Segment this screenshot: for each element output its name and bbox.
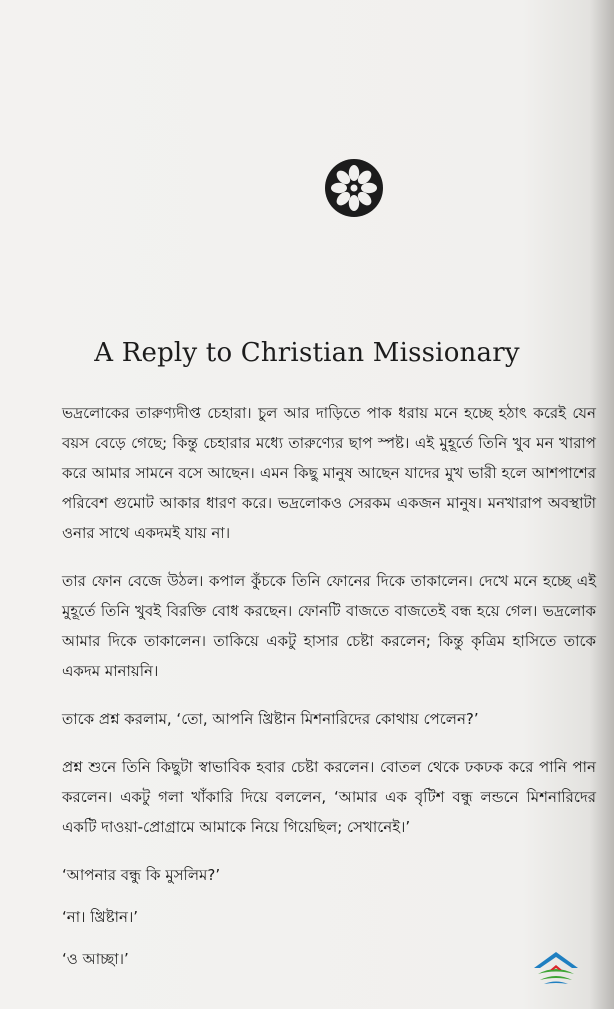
- dialogue-line: ‘আপনার বন্ধু কি মুসলিম?’: [62, 866, 221, 884]
- publisher-logo-icon: [530, 946, 582, 988]
- flower-ornament-icon: [324, 158, 384, 218]
- dialogue-line: ‘ও আচ্ছা।’: [62, 950, 129, 968]
- paragraph: তাকে প্রশ্ন করলাম, ‘তো, আপনি খ্রিষ্টান মিশনারিদের কোথায় পেলেন?’: [62, 710, 479, 728]
- chapter-body: [62, 398, 596, 986]
- chapter-title: A Reply to Christian Missionary: [94, 338, 520, 368]
- paragraph: ভদ্রলোকের তারুণ্যদীপ্ত চেহারা। চুল আর দাড়িতে পাক ধরায় মনে হচ্ছে হঠাৎ করেই যেন বয়স বেড়ে গেছে; কিন্তু চেহারার মধ্যে তারুণ্যের ছাপ স্পষ্ট। এই মুহূর্তে তিনি খুব মন খারাপ করে আমার সামনে বসে আছেন। এমন কিছু মানুষ আছেন যাদের মুখ ভারী হলে আশপাশের পরিবেশ গুমোট আকার ধারণ করে। ভদ্রলোকও সেরকম একজন মানুষ। মনখারাপ অবস্থাটা ওনার সাথে একদমই যায় না।: [62, 404, 596, 542]
- paragraph: প্রশ্ন শুনে তিনি কিছুটা স্বাভাবিক হবার চেষ্টা করলেন। বোতল থেকে ঢকঢক করে পানি পান করলেন। একটু গলা খাঁকারি দিয়ে বললেন, ‘আমার এক বৃটিশ বন্ধু লন্ডনে মিশনারিদের একটি দাওয়া-প্রোগ্রামে আমাকে নিয়ে গিয়েছিল; সেখানেই।’: [62, 758, 596, 836]
- paragraph: তার ফোন বেজে উঠল। কপাল কুঁচকে তিনি ফোনের দিকে তাকালেন। দেখে মনে হচ্ছে এই মুহূর্তে তিনি খুবই বিরক্তি বোধ করছেন। ফোনটি বাজতে বাজতেই বন্ধ হয়ে গেল। ভদ্রলোক আমার দিকে তাকালেন। তাকিয়ে একটু হাসার চেষ্টা করলেন; কিন্তু কৃত্রিম হাসিতে তাকে একদম মানায়নি।: [62, 572, 596, 680]
- dialogue-line: ‘না। খ্রিষ্টান।’: [62, 908, 139, 926]
